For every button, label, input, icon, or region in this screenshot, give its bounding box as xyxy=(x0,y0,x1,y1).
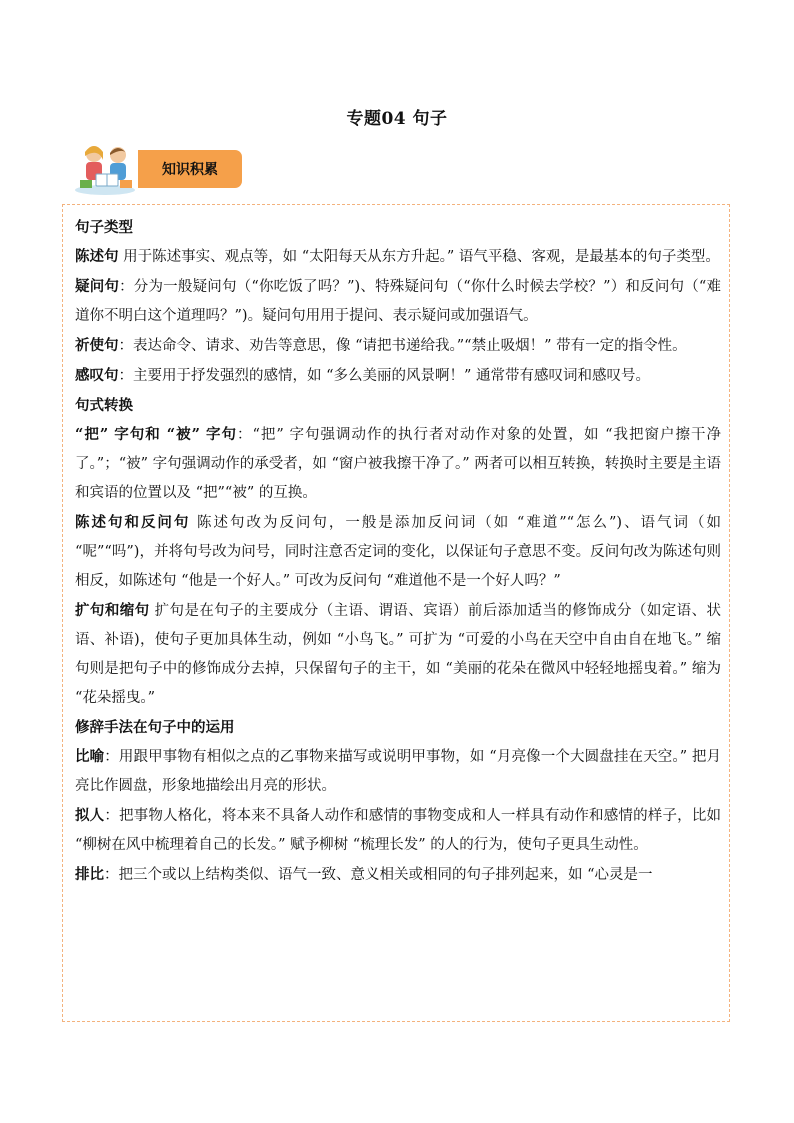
paragraph xyxy=(75,508,721,596)
paragraph-text: 用于陈述事实、观点等，如 “太阳每天从东方升起。” 语气平稳、客观，是最基本的句子类型。 xyxy=(118,249,720,265)
term: 祈使句 xyxy=(75,337,119,354)
knowledge-content xyxy=(75,213,721,890)
paragraph xyxy=(75,272,721,331)
term: 拟人 xyxy=(75,807,105,824)
paragraph-text: ：主要用于抒发强烈的感情，如 “多么美丽的风景啊！” 通常带有感叹词和感叹号。 xyxy=(118,368,651,384)
term: 排比 xyxy=(75,866,104,883)
paragraph xyxy=(75,801,721,860)
knowledge-box xyxy=(62,204,730,1022)
section-badge: 知识积累 xyxy=(138,150,242,188)
term: 陈述句和反问句 xyxy=(75,514,191,531)
paragraph xyxy=(75,742,721,801)
paragraph-text: 陈述句改为反问句，一般是添加反问词（如 “难道”“怎么”)、语气词（如 “呢”“吗”)，并将句号改为问号，同时注意否定词的变化，以保证句子意思不变。反问句改为陈述句则相反，如陈述句 “他是一个好人。” 可改为反问句 “难道他不是一个好人吗？” xyxy=(75,515,722,589)
section-heading: 句子类型 xyxy=(75,219,133,236)
term: 扩句和缩句 xyxy=(75,602,150,619)
paragraph xyxy=(75,331,721,361)
paragraph-text: ：用跟甲事物有相似之点的乙事物来描写或说明甲事物，如 “月亮像一个大圆盘挂在天空。” 把月亮比作圆盘，形象地描绘出月亮的形状。 xyxy=(75,749,722,794)
paragraph-text: ：表达命令、请求、劝告等意思，像 “请把书递给我。”“禁止吸烟！” 带有一定的指令性。 xyxy=(118,338,687,354)
term: 感叹句 xyxy=(75,367,119,384)
children-reading-illustration xyxy=(72,140,138,196)
paragraph xyxy=(75,242,721,272)
paragraph xyxy=(75,361,721,391)
page-title: 专题04 句子 xyxy=(346,109,448,129)
paragraph-text: ：“把” 字句强调动作的执行者对动作对象的处置，如 “我把窗户擦干净了。”；“被” 字句强调动作的承受者，如 “窗户被我擦干净了。” 两者可以相互转换，转换时主要是主语和宾语的位置以及 “把”“被” 的互换。 xyxy=(75,427,721,501)
paragraph-text: ：把事物人格化，将本来不具备人动作和感情的事物变成和人一样具有动作和感情的样子，比如 “柳树在风中梳理着自己的长发。” 赋予柳树 “梳理长发” 的人的行为，使句子更具生动性。 xyxy=(75,808,721,853)
paragraph xyxy=(75,596,721,713)
term: 比喻 xyxy=(75,748,105,765)
paragraph xyxy=(75,860,721,890)
section-heading: 句式转换 xyxy=(75,397,133,414)
paragraph xyxy=(75,420,721,508)
paragraph-text: ：把三个或以上结构类似、语气一致、意义相关或相同的句子排列起来，如 “心灵是一 xyxy=(104,867,653,883)
paragraph-text: ：分为一般疑问句（“你吃饭了吗？”)、特殊疑问句（“你什么时候去学校？”）和反问句（“难道你不明白这个道理吗？”)。疑问句用用于提问、表示疑问或加强语气。 xyxy=(75,279,722,324)
term: 疑问句 xyxy=(75,278,120,295)
section-heading: 修辞手法在句子中的运用 xyxy=(75,719,235,736)
paragraph-text: 扩句是在句子的主要成分（主语、谓语、宾语）前后添加适当的修饰成分（如定语、状语、补语)，使句子更加具体生动，例如 “小鸟飞。” 可扩为 “可爱的小鸟在天空中自由自在地飞。” 缩句则是把句子中的修饰成分去掉，只保留句子的主干，如 “美丽的花朵在微风中轻轻地摇曳着。” 缩为 “花朵摇曳。” xyxy=(75,603,722,706)
term: “把” 字句和 “被” 字句 xyxy=(75,426,238,443)
term: 陈述句 xyxy=(75,248,119,265)
